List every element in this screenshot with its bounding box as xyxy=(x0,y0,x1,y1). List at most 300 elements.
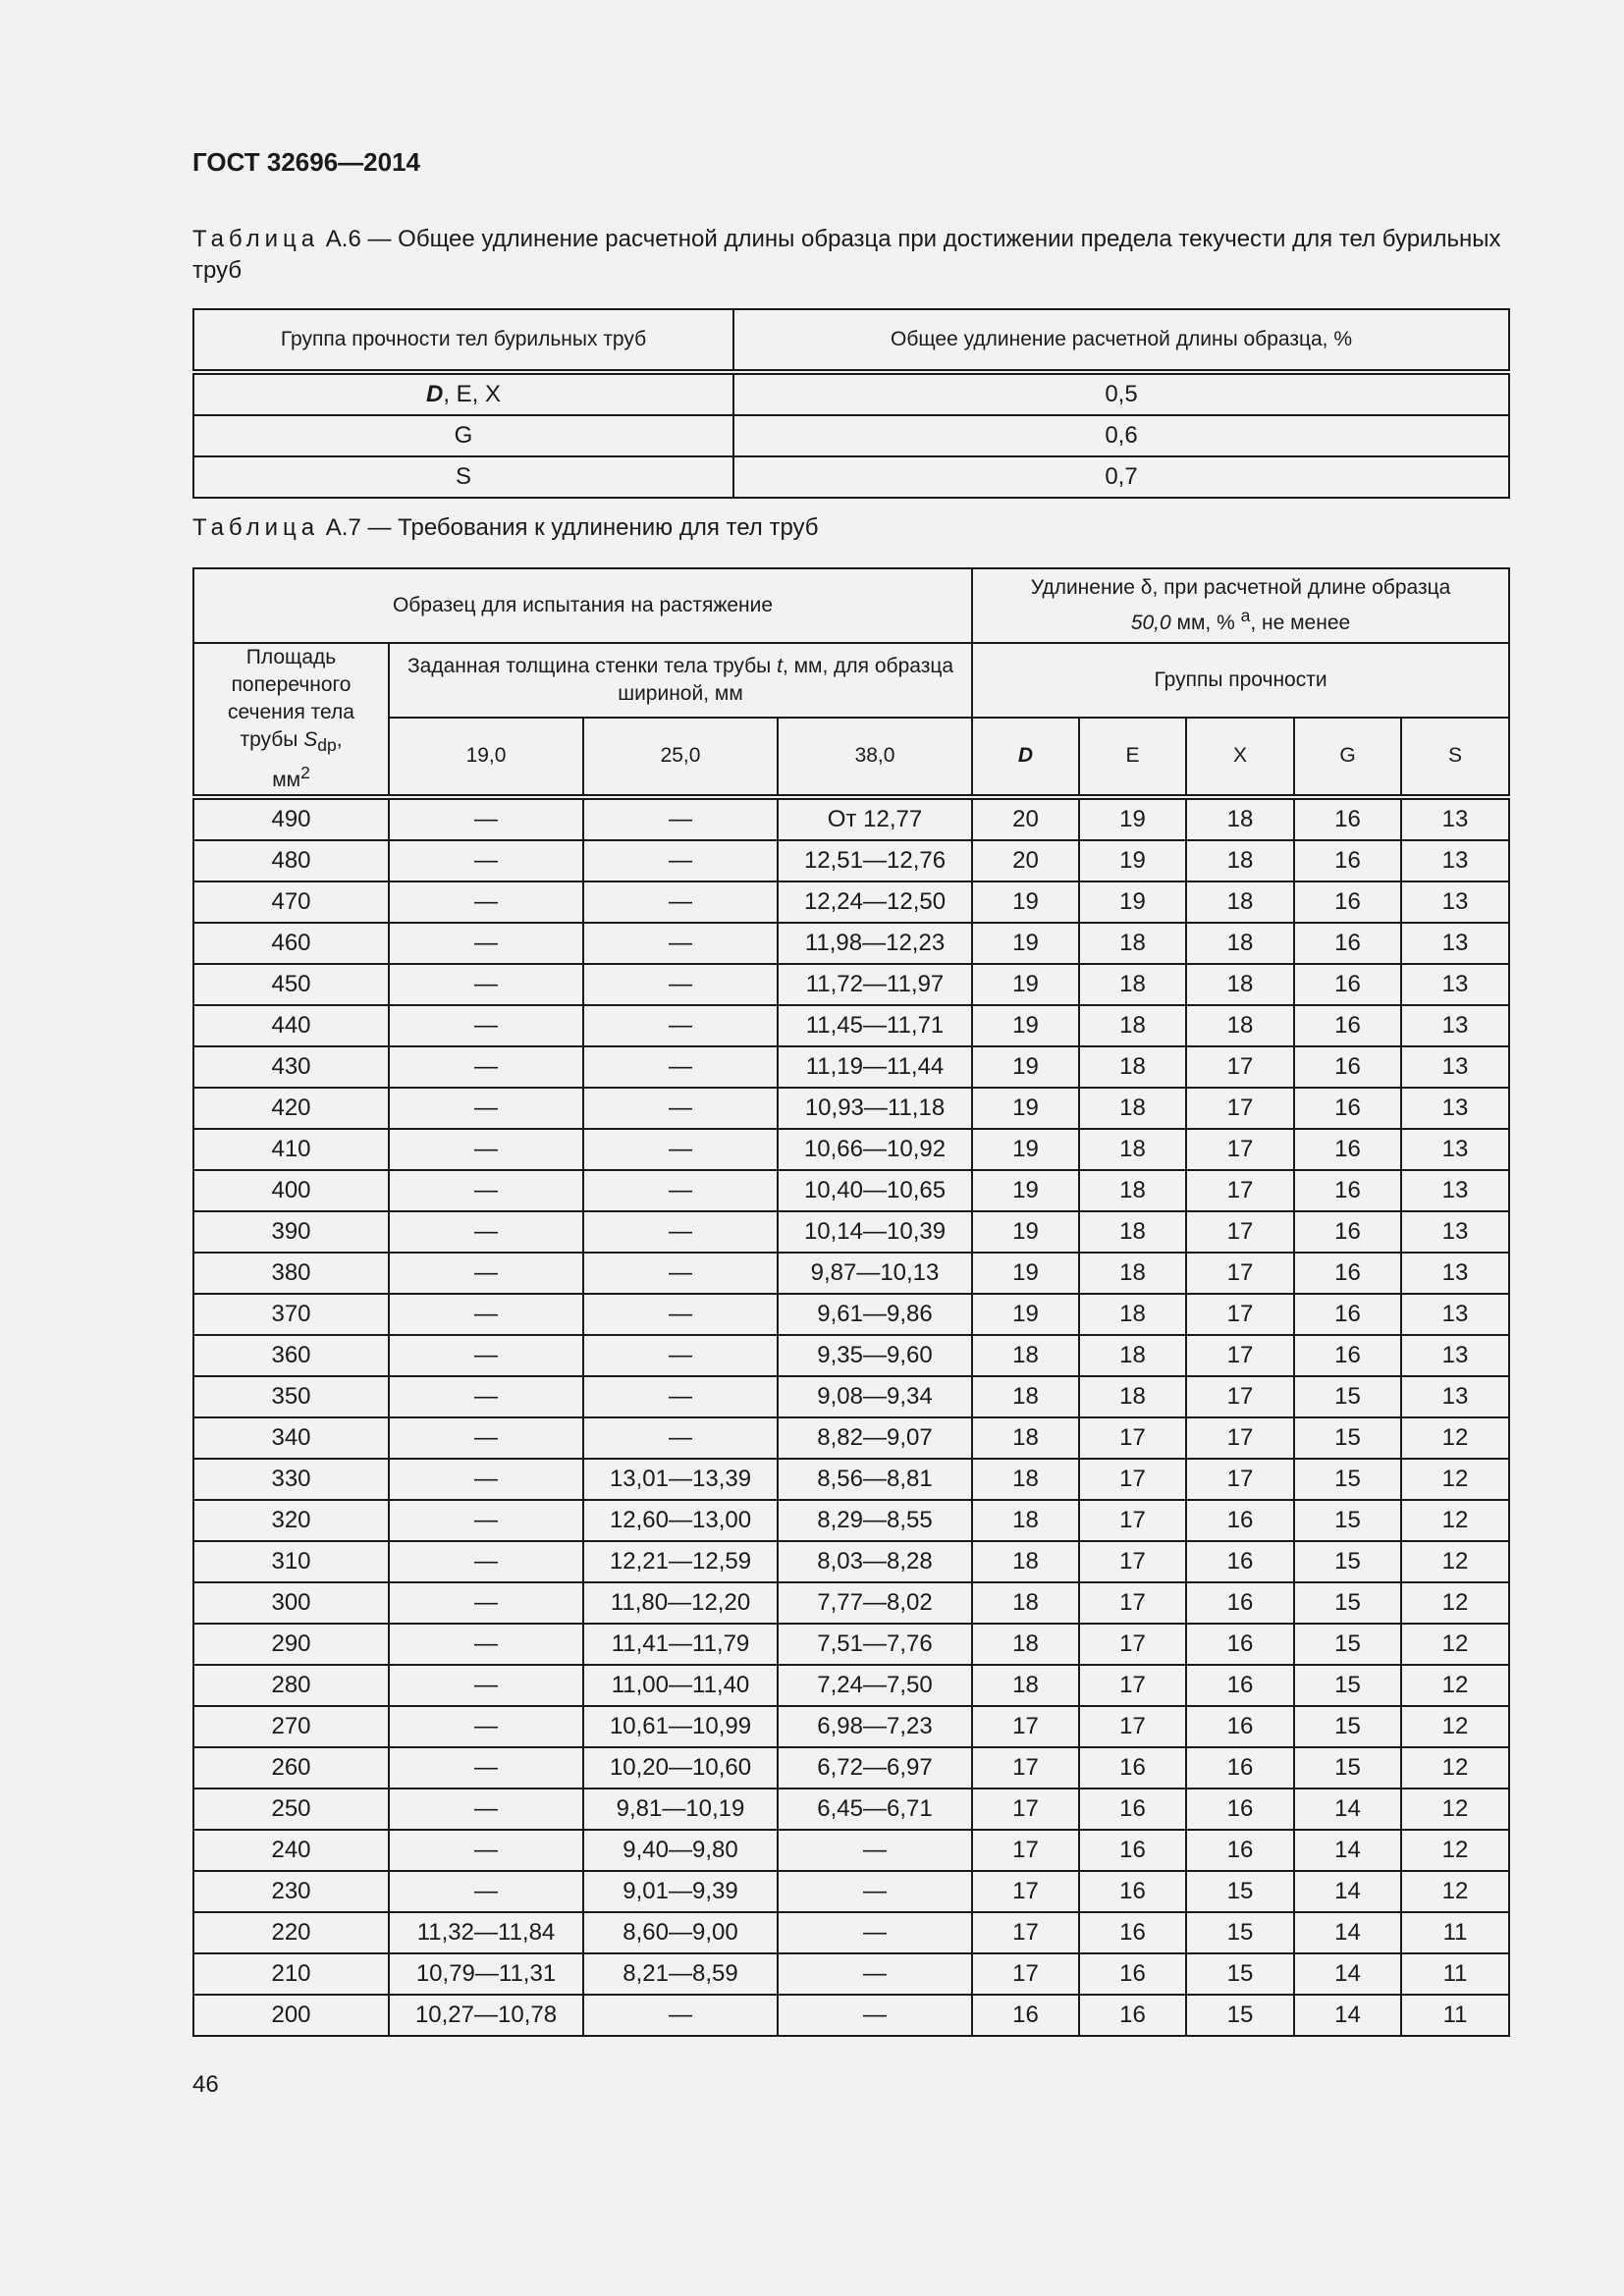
table-row xyxy=(193,1706,1509,1747)
thickness-19-cell: — xyxy=(389,1253,583,1294)
thickness-38-cell: 12,51—12,76 xyxy=(778,840,972,881)
group-g-cell: 16 xyxy=(1294,1005,1401,1046)
table-row xyxy=(193,881,1509,923)
area-cell: 290 xyxy=(193,1624,389,1665)
group-d-cell: 17 xyxy=(972,1871,1079,1912)
group-e-cell: 18 xyxy=(1079,1129,1186,1170)
thickness-25-cell: — xyxy=(583,1253,778,1294)
group-s-cell: 12 xyxy=(1401,1417,1509,1459)
group-e-cell: 18 xyxy=(1079,1211,1186,1253)
group-d-cell: 18 xyxy=(972,1541,1079,1582)
thickness-25-cell: — xyxy=(583,1129,778,1170)
table-label: Таблица xyxy=(192,514,320,541)
thickness-38-cell: 8,03—8,28 xyxy=(778,1541,972,1582)
table-title: — Требования к удлинению для тел труб xyxy=(367,514,819,541)
thickness-25-cell: — xyxy=(583,1995,778,2036)
thickness-38-cell: 6,45—6,71 xyxy=(778,1789,972,1830)
group-s-cell: 13 xyxy=(1401,1211,1509,1253)
table-label: Таблица xyxy=(192,226,320,252)
area-cell: 410 xyxy=(193,1129,389,1170)
group-e-cell: 18 xyxy=(1079,923,1186,964)
thickness-19-cell: — xyxy=(389,1376,583,1417)
header-wall-thickness: Заданная толщина стенки тела трубы t, мм, для образца шириной, мм xyxy=(389,643,972,718)
thickness-25-cell: — xyxy=(583,1046,778,1088)
table-row xyxy=(193,1995,1509,2036)
group-e-cell: 17 xyxy=(1079,1706,1186,1747)
group-e-cell: 19 xyxy=(1079,797,1186,840)
group-e-cell: 16 xyxy=(1079,1830,1186,1871)
thickness-38-cell: 9,87—10,13 xyxy=(778,1253,972,1294)
header-strength-groups: Группы прочности xyxy=(972,643,1509,718)
group-d-cell: 18 xyxy=(972,1376,1079,1417)
thickness-25-cell: 11,80—12,20 xyxy=(583,1582,778,1624)
group-g-cell: 16 xyxy=(1294,1211,1401,1253)
group-d-cell: 19 xyxy=(972,923,1079,964)
area-cell: 220 xyxy=(193,1912,389,1953)
group-g-cell: 16 xyxy=(1294,1335,1401,1376)
area-cell: 230 xyxy=(193,1871,389,1912)
group-e-cell: 18 xyxy=(1079,1294,1186,1335)
thickness-38-cell: 8,56—8,81 xyxy=(778,1459,972,1500)
thickness-38-cell: 10,66—10,92 xyxy=(778,1129,972,1170)
group-e-cell: 17 xyxy=(1079,1582,1186,1624)
area-cell: 420 xyxy=(193,1088,389,1129)
group-s-cell: 13 xyxy=(1401,1005,1509,1046)
thickness-25-cell: — xyxy=(583,1335,778,1376)
header-width-38: 38,0 xyxy=(778,718,972,798)
group-g-cell: 16 xyxy=(1294,881,1401,923)
group-x-cell: 18 xyxy=(1186,840,1294,881)
area-cell: 440 xyxy=(193,1005,389,1046)
table-row xyxy=(193,1624,1509,1665)
table-row xyxy=(193,456,1509,498)
group-g-cell: 16 xyxy=(1294,1046,1401,1088)
group-d-cell: 17 xyxy=(972,1706,1079,1747)
thickness-19-cell: — xyxy=(389,964,583,1005)
group-x-cell: 18 xyxy=(1186,923,1294,964)
group-d-cell: 16 xyxy=(972,1995,1079,2036)
thickness-25-cell: 10,61—10,99 xyxy=(583,1706,778,1747)
table-title: — Общее удлинение расчетной длины образца при достижении предела текучести для тел бурильных труб xyxy=(192,226,1501,284)
value-cell: 0,5 xyxy=(733,372,1509,415)
header-area: Площадь поперечного сечения тела трубы $S_{dp}$, $мм^2$ xyxy=(193,643,389,797)
area-cell: 380 xyxy=(193,1253,389,1294)
group-g-cell: 14 xyxy=(1294,1912,1401,1953)
header-elongation: Удлинение δ, при расчетной длине образца 50,0 мм, % $^a$, не менее xyxy=(972,568,1509,643)
group-d-cell: 19 xyxy=(972,1253,1079,1294)
group-s-cell: 13 xyxy=(1401,1335,1509,1376)
group-d-cell: 17 xyxy=(972,1747,1079,1789)
thickness-19-cell: — xyxy=(389,1747,583,1789)
thickness-25-cell: — xyxy=(583,797,778,840)
column-header-total-elongation: Общее удлинение расчетной длины образца, % xyxy=(733,309,1509,372)
group-d-cell: 19 xyxy=(972,1005,1079,1046)
thickness-25-cell: 12,21—12,59 xyxy=(583,1541,778,1582)
thickness-25-cell: — xyxy=(583,1417,778,1459)
area-cell: 390 xyxy=(193,1211,389,1253)
thickness-38-cell: 6,98—7,23 xyxy=(778,1706,972,1747)
group-d-cell: 18 xyxy=(972,1417,1079,1459)
group-e-cell: 17 xyxy=(1079,1541,1186,1582)
area-cell: 430 xyxy=(193,1046,389,1088)
thickness-25-cell: — xyxy=(583,1211,778,1253)
thickness-19-cell: — xyxy=(389,1624,583,1665)
thickness-38-cell: — xyxy=(778,1995,972,2036)
thickness-38-cell: 9,35—9,60 xyxy=(778,1335,972,1376)
group-e-cell: 18 xyxy=(1079,1088,1186,1129)
group-g-cell: 15 xyxy=(1294,1706,1401,1747)
group-d-cell: 19 xyxy=(972,964,1079,1005)
header-width-25: 25,0 xyxy=(583,718,778,798)
group-g-cell: 14 xyxy=(1294,1830,1401,1871)
area-cell: 310 xyxy=(193,1541,389,1582)
group-e-cell: 17 xyxy=(1079,1417,1186,1459)
group-x-cell: 17 xyxy=(1186,1211,1294,1253)
group-x-cell: 16 xyxy=(1186,1582,1294,1624)
group-x-cell: 17 xyxy=(1186,1253,1294,1294)
table-row xyxy=(193,1953,1509,1995)
group-s-cell: 13 xyxy=(1401,1294,1509,1335)
group-d-cell: 18 xyxy=(972,1459,1079,1500)
table-row xyxy=(193,1211,1509,1253)
thickness-38-cell: — xyxy=(778,1830,972,1871)
thickness-38-cell: 11,19—11,44 xyxy=(778,1046,972,1088)
area-cell: 260 xyxy=(193,1747,389,1789)
thickness-19-cell: — xyxy=(389,1211,583,1253)
table-a7 xyxy=(192,567,1510,2037)
group-cell: S xyxy=(193,456,733,498)
table-row xyxy=(193,1500,1509,1541)
thickness-38-cell: 10,40—10,65 xyxy=(778,1170,972,1211)
group-d-cell: 19 xyxy=(972,1294,1079,1335)
group-x-cell: 16 xyxy=(1186,1747,1294,1789)
group-g-cell: 16 xyxy=(1294,1294,1401,1335)
area-cell: 250 xyxy=(193,1789,389,1830)
area-cell: 200 xyxy=(193,1995,389,2036)
thickness-25-cell: 9,01—9,39 xyxy=(583,1871,778,1912)
group-g-cell: 16 xyxy=(1294,1129,1401,1170)
group-s-cell: 13 xyxy=(1401,1170,1509,1211)
group-x-cell: 16 xyxy=(1186,1665,1294,1706)
thickness-25-cell: — xyxy=(583,964,778,1005)
group-g-cell: 16 xyxy=(1294,1170,1401,1211)
thickness-19-cell: — xyxy=(389,1294,583,1335)
area-cell: 210 xyxy=(193,1953,389,1995)
group-s-cell: 12 xyxy=(1401,1789,1509,1830)
area-cell: 450 xyxy=(193,964,389,1005)
thickness-19-cell: — xyxy=(389,1500,583,1541)
area-cell: 330 xyxy=(193,1459,389,1500)
group-g-cell: 16 xyxy=(1294,1088,1401,1129)
group-s-cell: 13 xyxy=(1401,1046,1509,1088)
header-group-x: X xyxy=(1186,718,1294,798)
thickness-38-cell: 11,98—12,23 xyxy=(778,923,972,964)
group-d-cell: 19 xyxy=(972,1129,1079,1170)
group-d-cell: 19 xyxy=(972,1046,1079,1088)
group-e-cell: 19 xyxy=(1079,840,1186,881)
area-cell: 340 xyxy=(193,1417,389,1459)
value-cell: 0,6 xyxy=(733,415,1509,456)
group-x-cell: 15 xyxy=(1186,1871,1294,1912)
group-e-cell: 18 xyxy=(1079,1046,1186,1088)
table-row xyxy=(193,1789,1509,1830)
group-e-cell: 17 xyxy=(1079,1500,1186,1541)
group-x-cell: 17 xyxy=(1186,1046,1294,1088)
thickness-25-cell: 8,60—9,00 xyxy=(583,1912,778,1953)
group-e-cell: 17 xyxy=(1079,1459,1186,1500)
group-g-cell: 15 xyxy=(1294,1376,1401,1417)
group-d-cell: 19 xyxy=(972,1211,1079,1253)
group-d-cell: 18 xyxy=(972,1665,1079,1706)
thickness-25-cell: 10,20—10,60 xyxy=(583,1747,778,1789)
group-e-cell: 16 xyxy=(1079,1995,1186,2036)
group-d-cell: 17 xyxy=(972,1789,1079,1830)
group-s-cell: 11 xyxy=(1401,1953,1509,1995)
table-row xyxy=(193,840,1509,881)
group-s-cell: 13 xyxy=(1401,881,1509,923)
table-row xyxy=(193,1417,1509,1459)
group-d-cell: 20 xyxy=(972,797,1079,840)
table-row xyxy=(193,1335,1509,1376)
group-e-cell: 18 xyxy=(1079,1170,1186,1211)
table-row xyxy=(193,1170,1509,1211)
table-row xyxy=(193,1046,1509,1088)
group-s-cell: 12 xyxy=(1401,1706,1509,1747)
group-x-cell: 16 xyxy=(1186,1830,1294,1871)
group-s-cell: 12 xyxy=(1401,1582,1509,1624)
thickness-19-cell: — xyxy=(389,1541,583,1582)
thickness-19-cell: — xyxy=(389,1417,583,1459)
group-s-cell: 11 xyxy=(1401,1995,1509,2036)
thickness-19-cell: — xyxy=(389,1665,583,1706)
thickness-25-cell: 12,60—13,00 xyxy=(583,1500,778,1541)
table-row xyxy=(193,1253,1509,1294)
group-g-cell: 15 xyxy=(1294,1459,1401,1500)
thickness-19-cell: — xyxy=(389,1582,583,1624)
group-e-cell: 16 xyxy=(1079,1912,1186,1953)
thickness-38-cell: 8,29—8,55 xyxy=(778,1500,972,1541)
table-row xyxy=(193,797,1509,840)
group-s-cell: 12 xyxy=(1401,1871,1509,1912)
group-x-cell: 16 xyxy=(1186,1541,1294,1582)
thickness-19-cell: — xyxy=(389,1170,583,1211)
table-row xyxy=(193,1005,1509,1046)
group-g-cell: 16 xyxy=(1294,840,1401,881)
group-e-cell: 18 xyxy=(1079,1253,1186,1294)
group-s-cell: 13 xyxy=(1401,840,1509,881)
table-row xyxy=(193,1541,1509,1582)
thickness-25-cell: — xyxy=(583,923,778,964)
thickness-19-cell: — xyxy=(389,1871,583,1912)
group-x-cell: 16 xyxy=(1186,1500,1294,1541)
header-group-d: D xyxy=(972,718,1079,798)
thickness-25-cell: 8,21—8,59 xyxy=(583,1953,778,1995)
group-g-cell: 15 xyxy=(1294,1665,1401,1706)
table-number: А.7 xyxy=(325,514,361,541)
group-s-cell: 13 xyxy=(1401,1129,1509,1170)
page-number: 46 xyxy=(192,2071,219,2098)
group-x-cell: 15 xyxy=(1186,1912,1294,1953)
table-row xyxy=(193,372,1509,415)
group-g-cell: 14 xyxy=(1294,1789,1401,1830)
thickness-38-cell: 11,72—11,97 xyxy=(778,964,972,1005)
group-x-cell: 18 xyxy=(1186,1005,1294,1046)
thickness-38-cell: 10,93—11,18 xyxy=(778,1088,972,1129)
thickness-25-cell: 13,01—13,39 xyxy=(583,1459,778,1500)
thickness-19-cell: — xyxy=(389,797,583,840)
group-s-cell: 12 xyxy=(1401,1541,1509,1582)
group-s-cell: 12 xyxy=(1401,1665,1509,1706)
thickness-38-cell: От 12,77 xyxy=(778,797,972,840)
group-g-cell: 16 xyxy=(1294,923,1401,964)
table-row xyxy=(193,1665,1509,1706)
group-s-cell: 12 xyxy=(1401,1500,1509,1541)
table-a7-caption xyxy=(192,512,819,544)
thickness-25-cell: — xyxy=(583,1005,778,1046)
group-g-cell: 15 xyxy=(1294,1417,1401,1459)
group-x-cell: 16 xyxy=(1186,1706,1294,1747)
group-e-cell: 18 xyxy=(1079,964,1186,1005)
group-d-cell: 18 xyxy=(972,1624,1079,1665)
thickness-19-cell: — xyxy=(389,1335,583,1376)
group-d-cell: 19 xyxy=(972,1088,1079,1129)
group-x-cell: 17 xyxy=(1186,1459,1294,1500)
table-row xyxy=(193,1582,1509,1624)
thickness-19-cell: — xyxy=(389,1129,583,1170)
area-cell: 240 xyxy=(193,1830,389,1871)
thickness-19-cell: — xyxy=(389,840,583,881)
table-row xyxy=(193,1871,1509,1912)
group-e-cell: 18 xyxy=(1079,1376,1186,1417)
area-cell: 370 xyxy=(193,1294,389,1335)
group-d-cell: 20 xyxy=(972,840,1079,881)
thickness-38-cell: 6,72—6,97 xyxy=(778,1747,972,1789)
thickness-19-cell: — xyxy=(389,1459,583,1500)
group-s-cell: 12 xyxy=(1401,1747,1509,1789)
thickness-25-cell: — xyxy=(583,1294,778,1335)
group-s-cell: 13 xyxy=(1401,797,1509,840)
table-a6-caption xyxy=(192,224,1508,287)
thickness-38-cell: 12,24—12,50 xyxy=(778,881,972,923)
thickness-25-cell: 9,81—10,19 xyxy=(583,1789,778,1830)
thickness-38-cell: 10,14—10,39 xyxy=(778,1211,972,1253)
group-x-cell: 15 xyxy=(1186,1953,1294,1995)
thickness-19-cell: 10,27—10,78 xyxy=(389,1995,583,2036)
group-e-cell: 16 xyxy=(1079,1747,1186,1789)
group-g-cell: 15 xyxy=(1294,1747,1401,1789)
thickness-38-cell: — xyxy=(778,1912,972,1953)
group-s-cell: 11 xyxy=(1401,1912,1509,1953)
table-a6 xyxy=(192,308,1510,499)
table-row xyxy=(193,1747,1509,1789)
group-s-cell: 13 xyxy=(1401,1088,1509,1129)
group-d-cell: 19 xyxy=(972,881,1079,923)
table-row xyxy=(193,1912,1509,1953)
group-g-cell: 14 xyxy=(1294,1995,1401,2036)
group-s-cell: 13 xyxy=(1401,923,1509,964)
group-g-cell: 16 xyxy=(1294,1253,1401,1294)
thickness-25-cell: — xyxy=(583,881,778,923)
group-e-cell: 16 xyxy=(1079,1953,1186,1995)
table-row xyxy=(193,1088,1509,1129)
area-cell: 320 xyxy=(193,1500,389,1541)
group-d-cell: 19 xyxy=(972,1170,1079,1211)
thickness-25-cell: 9,40—9,80 xyxy=(583,1830,778,1871)
thickness-38-cell: — xyxy=(778,1871,972,1912)
group-g-cell: 15 xyxy=(1294,1582,1401,1624)
thickness-38-cell: 11,45—11,71 xyxy=(778,1005,972,1046)
area-cell: 460 xyxy=(193,923,389,964)
group-s-cell: 12 xyxy=(1401,1830,1509,1871)
group-s-cell: 13 xyxy=(1401,1376,1509,1417)
thickness-19-cell: — xyxy=(389,923,583,964)
header-group-s: S xyxy=(1401,718,1509,798)
group-x-cell: 18 xyxy=(1186,797,1294,840)
group-e-cell: 17 xyxy=(1079,1624,1186,1665)
thickness-19-cell: — xyxy=(389,1789,583,1830)
group-d-cell: 18 xyxy=(972,1582,1079,1624)
group-s-cell: 13 xyxy=(1401,1253,1509,1294)
thickness-19-cell: — xyxy=(389,1830,583,1871)
group-x-cell: 18 xyxy=(1186,881,1294,923)
table-row xyxy=(193,1459,1509,1500)
area-cell: 270 xyxy=(193,1706,389,1747)
group-g-cell: 15 xyxy=(1294,1500,1401,1541)
document-id: ГОСТ 32696—2014 xyxy=(192,147,420,177)
thickness-38-cell: 7,77—8,02 xyxy=(778,1582,972,1624)
group-x-cell: 17 xyxy=(1186,1129,1294,1170)
thickness-25-cell: 11,41—11,79 xyxy=(583,1624,778,1665)
thickness-19-cell: — xyxy=(389,881,583,923)
table-row xyxy=(193,1376,1509,1417)
group-x-cell: 16 xyxy=(1186,1789,1294,1830)
group-g-cell: 15 xyxy=(1294,1624,1401,1665)
thickness-19-cell: — xyxy=(389,1046,583,1088)
group-d-cell: 17 xyxy=(972,1912,1079,1953)
thickness-25-cell: — xyxy=(583,1376,778,1417)
group-e-cell: 18 xyxy=(1079,1005,1186,1046)
group-d-cell: 18 xyxy=(972,1500,1079,1541)
group-g-cell: 16 xyxy=(1294,797,1401,840)
thickness-38-cell: 9,61—9,86 xyxy=(778,1294,972,1335)
header-specimen: Образец для испытания на растяжение xyxy=(193,568,972,643)
header-group-e: E xyxy=(1079,718,1186,798)
group-cell xyxy=(193,372,733,415)
group-x-cell: 17 xyxy=(1186,1088,1294,1129)
area-cell: 280 xyxy=(193,1665,389,1706)
thickness-38-cell: 8,82—9,07 xyxy=(778,1417,972,1459)
thickness-25-cell: — xyxy=(583,840,778,881)
thickness-19-cell: 10,79—11,31 xyxy=(389,1953,583,1995)
header-group-g: G xyxy=(1294,718,1401,798)
area-cell: 360 xyxy=(193,1335,389,1376)
group-x-cell: 17 xyxy=(1186,1376,1294,1417)
group-d-cell: 18 xyxy=(972,1335,1079,1376)
group-x-cell: 17 xyxy=(1186,1335,1294,1376)
thickness-19-cell: — xyxy=(389,1706,583,1747)
table-number: А.6 xyxy=(325,226,361,252)
thickness-19-cell: 11,32—11,84 xyxy=(389,1912,583,1953)
table-a7-body xyxy=(193,797,1509,2036)
thickness-38-cell: 9,08—9,34 xyxy=(778,1376,972,1417)
group-rest: , E, X xyxy=(443,381,502,407)
group-x-cell: 15 xyxy=(1186,1995,1294,2036)
thickness-19-cell: — xyxy=(389,1005,583,1046)
table-row xyxy=(193,923,1509,964)
group-s-cell: 13 xyxy=(1401,964,1509,1005)
thickness-25-cell: 11,00—11,40 xyxy=(583,1665,778,1706)
table-row xyxy=(193,1294,1509,1335)
